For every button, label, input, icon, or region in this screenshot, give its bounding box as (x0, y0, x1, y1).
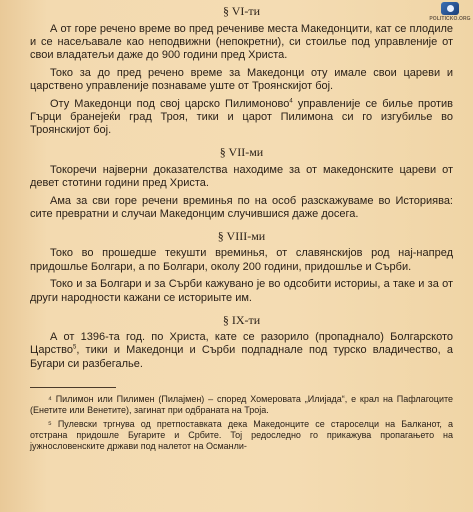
section-heading-viii: § VIII-ми (217, 228, 266, 243)
paragraph-text: управленије се билье против Гърци бранејеќи град Троя, тики и царот Пилимона си го изгубилье во Троянскијот бој. (30, 97, 453, 136)
paragraph: Токо во прошедше текушти времинья, от славянскијов род нај-напред придошлье Болгари, а по Болгари, околу 200 години, придошлье и Сърби. (30, 247, 453, 273)
paragraph (30, 331, 453, 371)
paragraph: Токоречи најверни доказателства находиме за от македонските цареви от девет стотини години пред Христа. (30, 163, 453, 189)
paragraph: Ама за сви горе речени времинья по на особ разскажуваме во Историява: сите превратни и случаи Македонцим случившися даже досега. (30, 194, 453, 220)
paragraph (30, 98, 453, 138)
paragraph: А от горе речено време во пред речениве места Македонцити, кат се плодиле и се насељавале као неподвижни (непокретни), си стоилье под управленије от свои владатељи даже до 900 години пред Христа. (30, 22, 453, 61)
footnote-divider (30, 387, 116, 388)
section-heading-ix: § IX-ти (222, 312, 261, 327)
footnote-4: ⁴ Пилимон или Пилимен (Пилајмен) – според Хомеровата „Илијада“, е крал на Пафлагоците (Енетите или Венетите), загинат при одбраната на Троја. (30, 393, 453, 415)
footnote-ref-4: 4 (289, 97, 293, 104)
footnote-5: ⁵ Пулевски тргнува од претпоставката дека Македонците се староселци на Балканот, а отстрана придошле Бугарите и Србите. Тој редоследно го прикажува пропагањето на јужнословенските држави под налетот на Османли- (30, 418, 453, 451)
section-heading-vii: § VII-ми (219, 145, 264, 160)
paragraph: Токо за до пред речено време за Македонци оту имале свои цареви и царствено управленије познаваме уште от Троянскијот бој. (30, 66, 453, 92)
footnote-ref-5: 5 (73, 344, 77, 351)
paragraph: Токо и за Болгари и за Сърби кажувано је во одсобити историы, а таке и за от други народности кажани се историыте им. (30, 278, 453, 304)
logo-text: POLITICKO.ORG (429, 16, 471, 22)
paragraph-text: А от 1396-та год. по Христа, кате се разорило (пропаднало) Болгарското Царство (30, 331, 453, 357)
paragraph-text: , тики и Македонци и Сърби подпаднале под турско владичество, а Бугари си разбегалье. (30, 344, 453, 370)
site-logo[interactable] (431, 2, 469, 24)
paragraph-text: Оту Македонци под свој царско Пилимоново (50, 97, 290, 110)
section-heading-vi: § VI-ти (222, 4, 261, 18)
eye-logo-icon (441, 2, 459, 15)
